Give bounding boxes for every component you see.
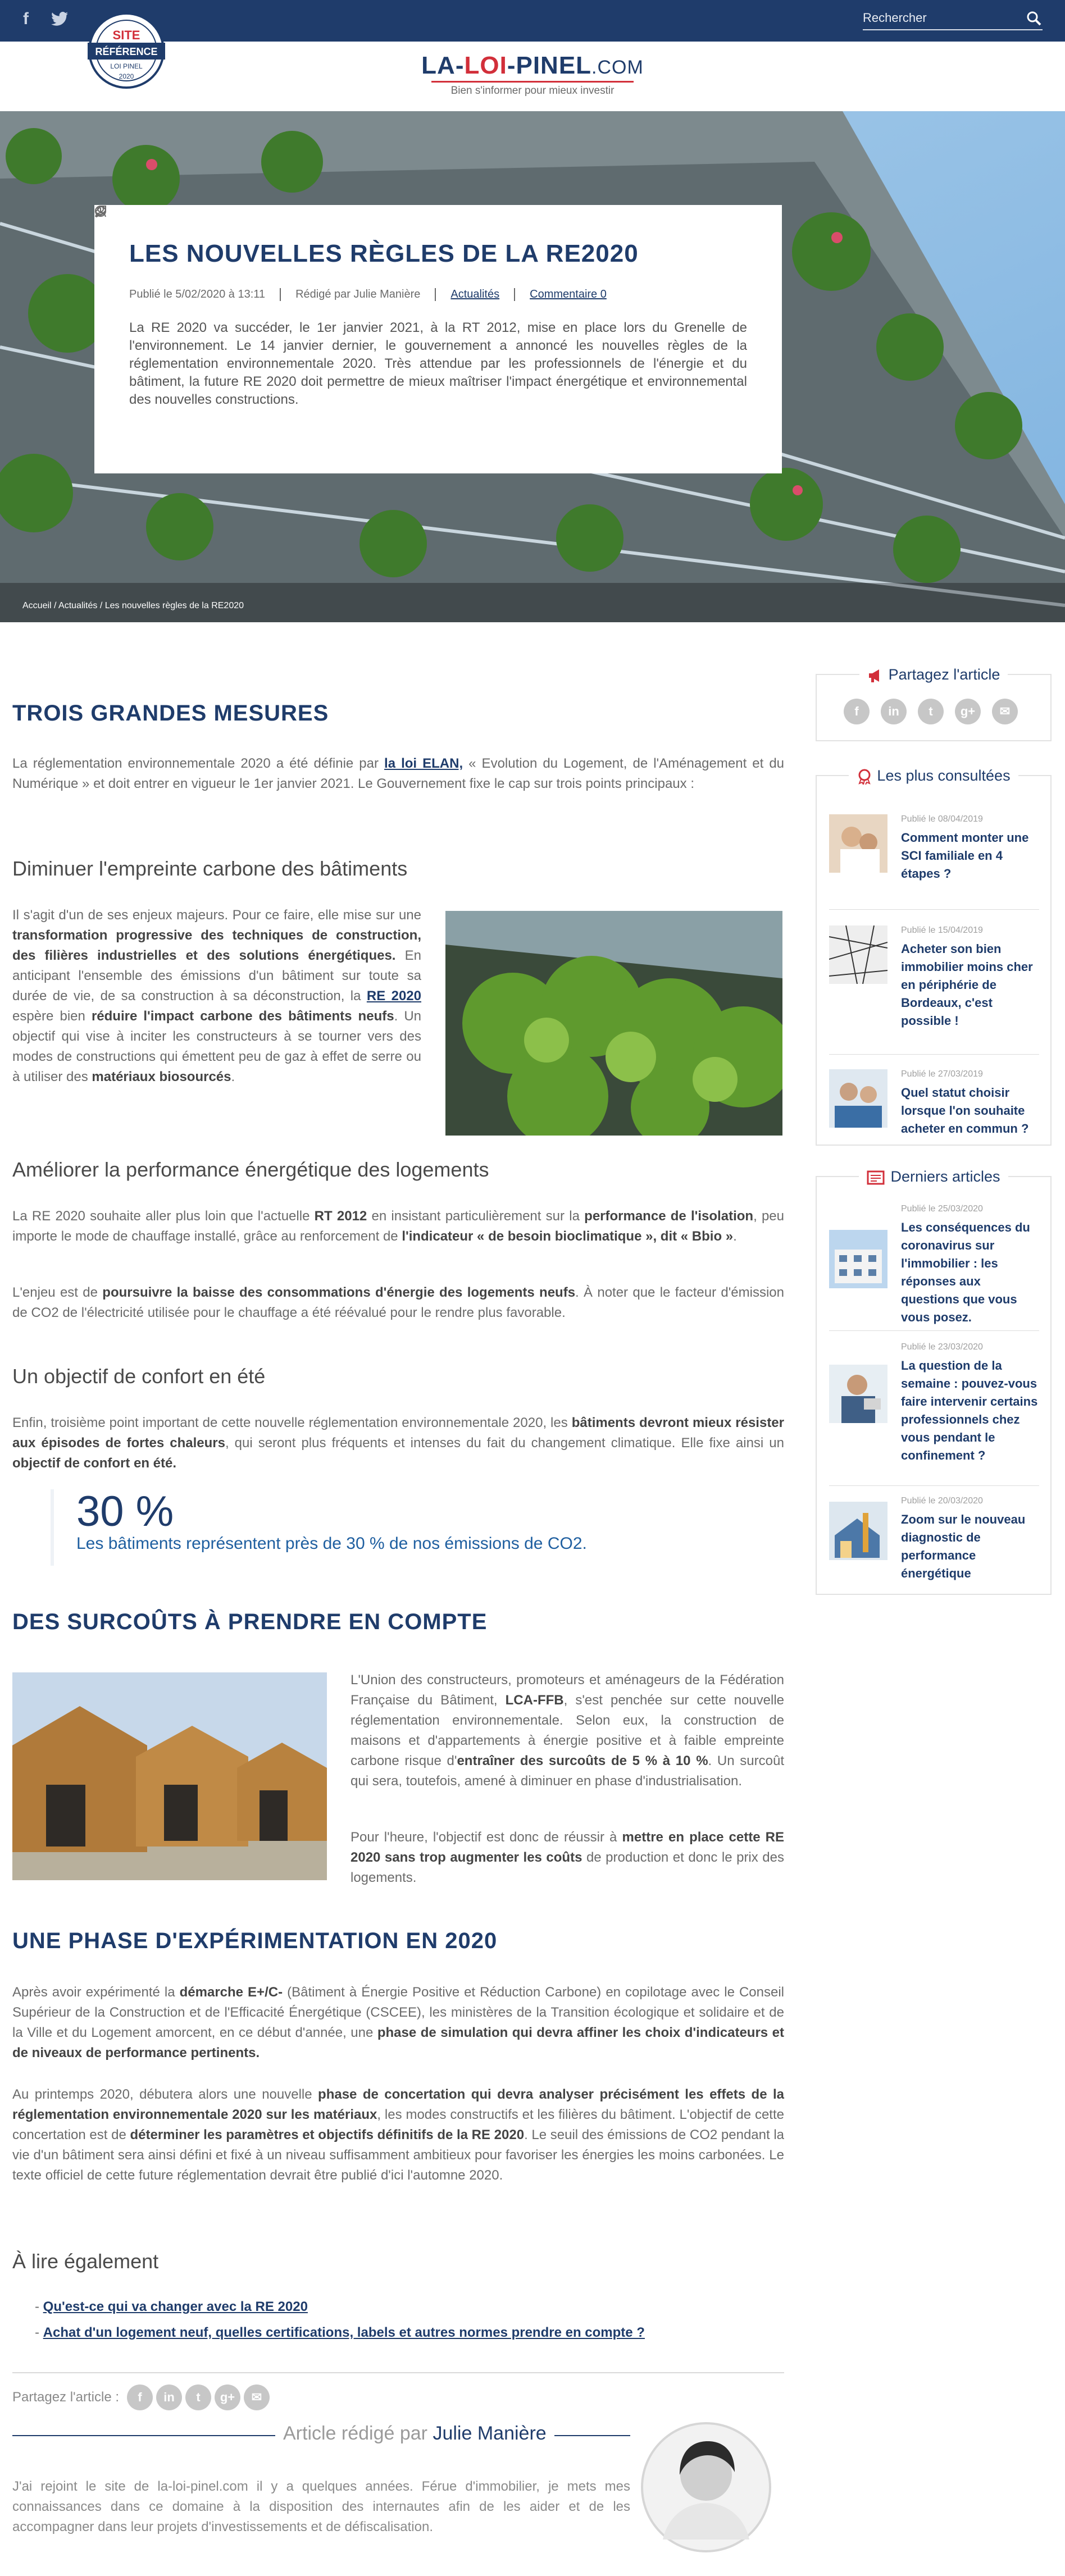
section-title-costs: DES SURCOÛTS À PRENDRE EN COMPTE	[12, 1610, 488, 1634]
re2020-link[interactable]: RE 2020	[366, 988, 421, 1004]
latest-article-item[interactable]: Publié le 25/03/2020 Les conséquences du coronavirus sur l'immobilier : les réponses aux questions que vous vous posez.	[829, 1204, 1039, 1331]
google-plus-icon[interactable]: g+	[955, 699, 981, 724]
svg-text:2020: 2020	[119, 72, 134, 80]
svg-text:LOI PINEL: LOI PINEL	[110, 62, 143, 70]
popular-article-item[interactable]: Publié le 27/03/2019 Quel statut choisir lorsque l'on souhaite acheter en commun ?	[829, 1069, 1039, 1142]
paragraph: Pour l'heure, l'objectif est donc de réussir à mettre en place cette RE 2020 sans trop augmenter les coûts de production et donc le prix des logements.	[351, 1830, 785, 1885]
category-link[interactable]: Actualités	[450, 288, 500, 300]
green-wall-image	[445, 911, 782, 1136]
author-bio: J'ai rejoint le site de la-loi-pinel.com il y a quelques années. Férue d'immobilier, je mets mes connaissances dans ce domaine à la disposition des internautes afin de les aider et de les accompagner dans leur projets d'investissements et de défiscalisation.	[12, 2479, 630, 2534]
article-link[interactable]: Quel statut choisir lorsque l'on souhaite acheter en commun ?	[901, 1086, 1029, 1136]
article-thumbnail	[829, 814, 888, 873]
subheading-carbon: Diminuer l'empreinte carbone des bâtiments	[12, 857, 408, 880]
paragraph: La RE 2020 souhaite aller plus loin que l'actuelle RT 2012 en insistant particulièrement sur la performance de l'isolation, peu importe le mode de chauffage installé, grâce au renforcement de l'indicateur « de besoin bioclimatique », dit « Bbio ».	[12, 1209, 785, 1244]
search-box	[863, 8, 1043, 30]
svg-text:SITE: SITE	[112, 28, 140, 42]
article-link[interactable]: Comment monter une SCI familiale en 4 étapes ?	[901, 831, 1029, 881]
breadcrumb-section[interactable]: Actualités	[58, 601, 98, 610]
article-header-card	[94, 205, 782, 473]
article-intro: La RE 2020 va succéder, le 1er janvier 2021, à la RT 2012, mise en place lors du Grenelle de l'environnement. Le 14 janvier dernier, le gouvernement a annoncé les nouvelles règles de la réglementation environnementale 2020. Très attendue par les professionnels de l'énergie et du bâtiment, la future RE 2020 doit permettre de mieux maîtriser l'impact énergétique et environnemental des nouvelles constructions.	[129, 320, 747, 407]
twitter-icon[interactable]	[49, 9, 70, 29]
article-link[interactable]: Acheter son bien immobilier moins cher en périphérie de Bordeaux, c'est possible !	[901, 942, 1033, 1028]
section-title-measures: TROIS GRANDES MESURES	[12, 701, 329, 726]
page-title: LES NOUVELLES RÈGLES DE LA RE2020	[129, 240, 639, 267]
article-thumbnail	[829, 925, 888, 984]
quote-text: Les bâtiments représentent près de 30 % de nos émissions de CO2.	[76, 1534, 587, 1553]
breadcrumb-current: Les nouvelles règles de la RE2020	[104, 601, 244, 610]
comments-link[interactable]: Commentaire 0	[530, 288, 607, 300]
see-also-link[interactable]: Achat d'un logement neuf, quelles certifications, labels et autres normes prendre en compte ?	[43, 2325, 645, 2340]
subheading-summer: Un objectif de confort en été	[12, 1365, 266, 1388]
section-title-experimentation: UNE PHASE D'EXPÉRIMENTATION EN 2020	[12, 1928, 498, 1953]
article-meta	[129, 288, 747, 301]
paragraph: L'Union des constructeurs, promoteurs et aménageurs de la Fédération Française du Bâtiment, LCA-FFB, s'est penchée sur cette nouvelle réglementation environnementale. Selon eux, la construction de maisons et d'appartements à énergie positive et à faible empreinte carbone risque d'entraîner des surcoûts de 5 % à 10 %. Un surcoût qui sera, toutefois, amené à diminuer en phase d'industrialisation.	[351, 1672, 785, 1789]
highlight-quote	[51, 1489, 781, 1566]
popular-widget-title: Les plus consultées	[849, 767, 1018, 784]
email-icon[interactable]: ✉	[244, 2384, 270, 2410]
newspaper-icon	[867, 1170, 886, 1186]
email-icon[interactable]: ✉	[992, 699, 1018, 724]
linkedin-icon[interactable]: in	[156, 2384, 182, 2410]
comment-icon	[94, 205, 107, 217]
list-item: - Achat d'un logement neuf, quelles certifications, labels et autres normes prendre en compte ?	[35, 2325, 645, 2340]
see-also-link[interactable]: Qu'est-ce qui va changer avec la RE 2020	[43, 2299, 308, 2314]
latest-article-item[interactable]: Publié le 23/03/2020 La question de la semaine : pouvez-vous faire intervenir certains professionnels chez vous pendant le confinement ?	[829, 1342, 1039, 1486]
publish-date: Publié le 5/02/2020 à 13:11	[129, 288, 266, 300]
quote-figure: 30 %	[76, 1488, 174, 1535]
author-heading: Article rédigé par Julie Manière	[275, 2423, 554, 2445]
article-thumbnail	[829, 1230, 888, 1288]
divider	[12, 2372, 784, 2373]
popular-article-item[interactable]: Publié le 15/04/2019 Acheter son bien immobilier moins cher en périphérie de Bordeaux, c'est possible !	[829, 925, 1039, 1055]
see-also-list	[35, 2299, 782, 2351]
twitter-icon[interactable]: t	[185, 2384, 211, 2410]
site-logo[interactable]: LA-LOI-PINEL.COM Bien s'informer pour mieux investir	[0, 52, 1065, 97]
twitter-icon[interactable]: t	[918, 699, 944, 724]
breadcrumb-home[interactable]: Accueil	[22, 601, 52, 610]
paragraph: La réglementation environnementale 2020 a été définie par la loi ELAN, « Evolution du Logement, de l'Aménagement et du Numérique » et doit entrer en vigueur le 1er janvier 2021. Le Gouvernement fixe le cap sur trois points principaux :	[12, 756, 785, 791]
wooden-houses-image	[12, 1672, 327, 1880]
popular-articles-widget	[816, 767, 1052, 1146]
megaphone-icon	[867, 668, 884, 683]
share-bar-bottom	[12, 2384, 273, 2410]
latest-widget-title: Derniers articles	[859, 1168, 1008, 1185]
popular-article-item[interactable]: Publié le 08/04/2019 Comment monter une SCI familiale en 4 étapes ?	[829, 814, 1039, 910]
author-name: Julie Manière	[433, 2423, 547, 2444]
article-thumbnail	[829, 1069, 888, 1128]
share-widget	[816, 666, 1052, 741]
facebook-icon[interactable]: f	[23, 10, 29, 28]
paragraph: Il s'agit d'un de ses enjeux majeurs. Pour ce faire, elle mise sur une transformation progressive des techniques de construction, des filières industrielles et des solutions énergétiques. En anticipant l'ensemble des émissions d'un bâtiment sur toute sa durée de vie, de sa construction à sa déconstruction, la RE 2020 espère bien réduire l'impact carbone des bâtiments neufs. Un objectif qui vise à inciter les constructeurs à se tourner vers des modes de constructions qui émettent peu de gaz à effet de serre ou à utiliser des matériaux biosourcés.	[12, 908, 421, 1084]
paragraph: Après avoir expérimenté la démarche E+/C- (Bâtiment à Énergie Positive et Réduction Carbone) en copilotage avec le Conseil Supérieur de la Construction et de l'Efficacité Énergétique (CSCEE), les ministères de la Transition écologique et solidaire et de la Ville et du Logement amorcent, en ce début d'année, une phase de simulation qui devra affiner les choix d'indicateurs et de niveaux de performance pertinents.	[12, 1985, 785, 2060]
linkedin-icon[interactable]: in	[881, 699, 907, 724]
svg-text:RÉFÉRENCE: RÉFÉRENCE	[95, 46, 158, 57]
share-label: Partagez l'article :	[12, 2390, 119, 2405]
latest-article-item[interactable]: Publié le 20/03/2020 Zoom sur le nouveau diagnostic de performance énergétique	[829, 1496, 1039, 1580]
subheading-energy: Améliorer la performance énergétique des logements	[12, 1158, 489, 1181]
paragraph: Enfin, troisième point important de cette nouvelle réglementation environnementale 2020, les bâtiments devront mieux résister aux épisodes de fortes chaleurs, qui seront plus fréquents et intenses du fait du changement climatique. Elle fixe ainsi un objectif de confort en été.	[12, 1415, 784, 1471]
article-thumbnail	[829, 1365, 888, 1423]
facebook-icon[interactable]: f	[844, 699, 870, 724]
author-line: Rédigé par Julie Manière	[295, 288, 421, 300]
loi-elan-link[interactable]: la loi ELAN,	[384, 756, 463, 771]
breadcrumb: Accueil / Actualités / Les nouvelles règles de la RE2020	[22, 601, 244, 610]
hero-banner	[0, 111, 1065, 622]
facebook-icon[interactable]: f	[127, 2384, 153, 2410]
reference-site-badge	[84, 11, 169, 90]
award-icon	[857, 769, 872, 785]
article-link[interactable]: La question de la semaine : pouvez-vous faire intervenir certains professionnels chez vous pendant le confinement ?	[901, 1358, 1038, 1462]
paragraph: L'enjeu est de poursuivre la baisse des consommations d'énergie des logements neufs. À noter que le facteur d'émission de CO2 de l'électricité utilisée pour le chauffage a été réévalué pour le rendre plus favorable.	[12, 1285, 784, 1320]
search-icon[interactable]	[1026, 10, 1043, 27]
author-avatar	[640, 2422, 772, 2553]
latest-articles-widget	[816, 1168, 1052, 1595]
paragraph: Au printemps 2020, débutera alors une nouvelle phase de concertation qui devra analyser précisément les effets de la réglementation environnementale 2020 sur les matériaux, les modes constructifs et les filières du bâtiment. L'objectif de cette concertation est de déterminer les paramètres et objectifs définitifs de la RE 2020. Le seuil des émissions de CO2 pendant la vie d'un bâtiment sera ainsi défini et fixé à un niveau suffisamment ambitieux pour favoriser les énergies les moins carbonées. Le texte officiel de cette future réglementation devrait être publié d'ici l'automne 2020.	[12, 2087, 785, 2183]
article-link[interactable]: Les conséquences du coronavirus sur l'immobilier : les réponses aux questions que vous vous posez.	[901, 1220, 1030, 1324]
share-widget-title: Partagez l'article	[859, 666, 1008, 683]
article-link[interactable]: Zoom sur le nouveau diagnostic de performance énergétique	[901, 1512, 1026, 1580]
list-item: - Qu'est-ce qui va changer avec la RE 2020	[35, 2299, 308, 2314]
google-plus-icon[interactable]: g+	[215, 2384, 240, 2410]
search-input[interactable]	[863, 8, 1020, 28]
article-thumbnail	[829, 1502, 888, 1560]
site-tagline: Bien s'informer pour mieux investir	[450, 85, 615, 97]
see-also-title: À lire également	[12, 2250, 159, 2273]
